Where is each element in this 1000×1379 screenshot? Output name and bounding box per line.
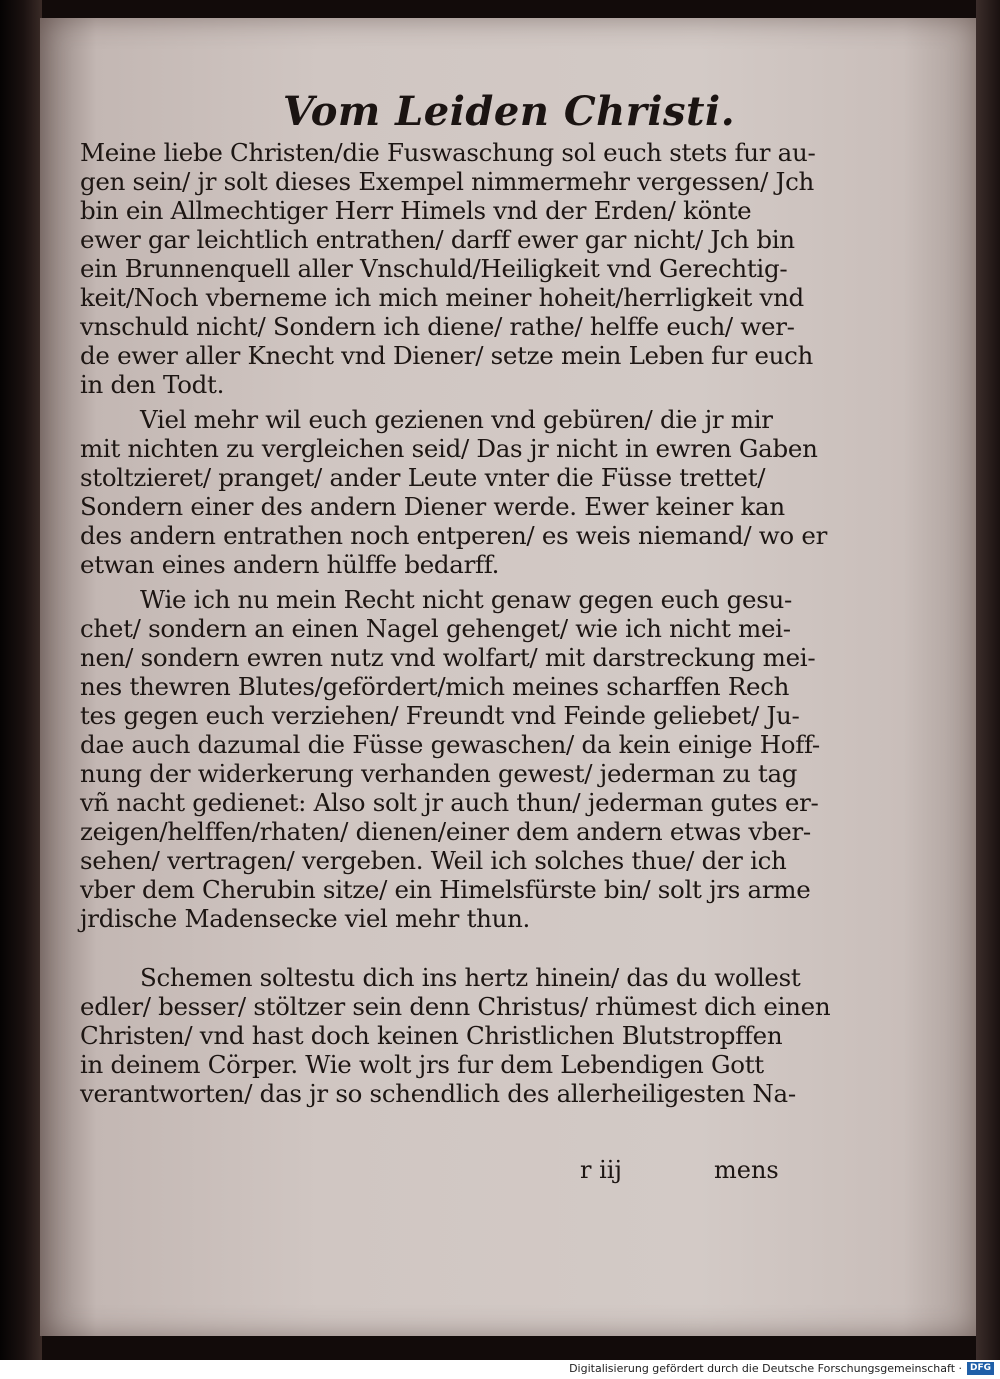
text-line: des andern entrathen noch entperen/ es weis niemand/ wo er [80,521,827,550]
body-text [80,138,831,1108]
text-line: tes gegen euch verziehen/ Freundt vnd Feinde geliebet/ Ju- [80,701,800,730]
text-line: de ewer aller Knecht vnd Diener/ setze mein Leben fur euch [80,341,814,370]
text-line: vber dem Cherubin sitze/ ein Himelsfürste bin/ solt jrs arme [80,875,811,904]
text-line: bin ein Allmechtiger Herr Himels vnd der Erden/ könte [80,196,752,225]
catchword: mens [714,1156,779,1184]
text-line: in den Todt. [80,370,225,399]
text-line: Sondern einer des andern Diener werde. Ewer keiner kan [80,492,785,521]
text-line: Wie ich nu mein Recht nicht genaw gegen euch gesu- [140,585,792,614]
text-line: etwan eines andern hülffe bedarff. [80,550,500,579]
running-head: Vom Leiden Christi. [282,88,736,135]
text-line: gen sein/ jr solt dieses Exempel nimmermehr vergessen/ Jch [80,167,814,196]
text-line: ein Brunnenquell aller Vnschuld/Heiligkeit vnd Gerechtig- [80,254,788,283]
signature-mark: r iij [580,1156,622,1184]
text-line: nes thewren Blutes/gefördert/mich meines scharffen Rech [80,672,790,701]
text-line: zeigen/helffen/rhaten/ dienen/einer dem andern etwas vber- [80,817,811,846]
text-line: ewer gar leichtlich entrathen/ darff ewer gar nicht/ Jch bin [80,225,795,254]
dfg-logo: DFG [967,1362,994,1375]
text-line: Meine liebe Christen/die Fuswaschung sol euch stets fur au- [80,138,816,167]
text-line: stoltzieret/ pranget/ ander Leute vnter die Füsse trettet/ [80,463,766,492]
footer-credit: Digitalisierung gefördert durch die Deutsche Forschungsgemeinschaft · [569,1362,962,1375]
book-page [40,18,978,1336]
text-line: sehen/ vertragen/ vergeben. Weil ich solches thue/ der ich [80,846,787,875]
paragraph [80,138,816,399]
text-line: keit/Noch vberneme ich mich meiner hoheit/herrligkeit vnd [80,283,804,312]
text-line: edler/ besser/ stöltzer sein denn Christus/ rhümest dich einen [80,992,831,1021]
text-line: Christen/ vnd hast doch keinen Christlichen Blutstropffen [80,1021,783,1050]
text-line: chet/ sondern an einen Nagel gehenget/ wie ich nicht mei- [80,614,791,643]
right-edge [976,0,1000,1360]
text-line: nung der widerkerung verhanden gewest/ jederman zu tag [80,759,798,788]
text-line: jrdische Madensecke viel mehr thun. [80,904,531,933]
paragraph-gap [80,933,800,963]
text-line: verantworten/ das jr so schendlich des allerheiligesten Na- [80,1079,796,1108]
text-line: vñ nacht gedienet: Also solt jr auch thun/ jederman gutes er- [80,788,819,817]
text-line: mit nichten zu vergleichen seid/ Das jr nicht in ewren Gaben [80,434,818,463]
paragraph [80,585,820,933]
text-line: Schemen soltestu dich ins hertz hinein/ das du wollest [140,963,801,992]
text-line: in deinem Cörper. Wie wolt jrs fur dem Lebendigen Gott [80,1050,764,1079]
paragraph [80,963,831,1108]
text-line: nen/ sondern ewren nutz vnd wolfart/ mit darstreckung mei- [80,643,816,672]
text-line: dae auch dazumal die Füsse gewaschen/ da kein einige Hoff- [80,730,820,759]
paragraph [80,405,827,579]
text-line: vnschuld nicht/ Sondern ich diene/ rathe/ helffe euch/ wer- [80,312,795,341]
binding-edge [0,0,42,1360]
text-line: Viel mehr wil euch gezienen vnd gebüren/ die jr mir [140,405,773,434]
